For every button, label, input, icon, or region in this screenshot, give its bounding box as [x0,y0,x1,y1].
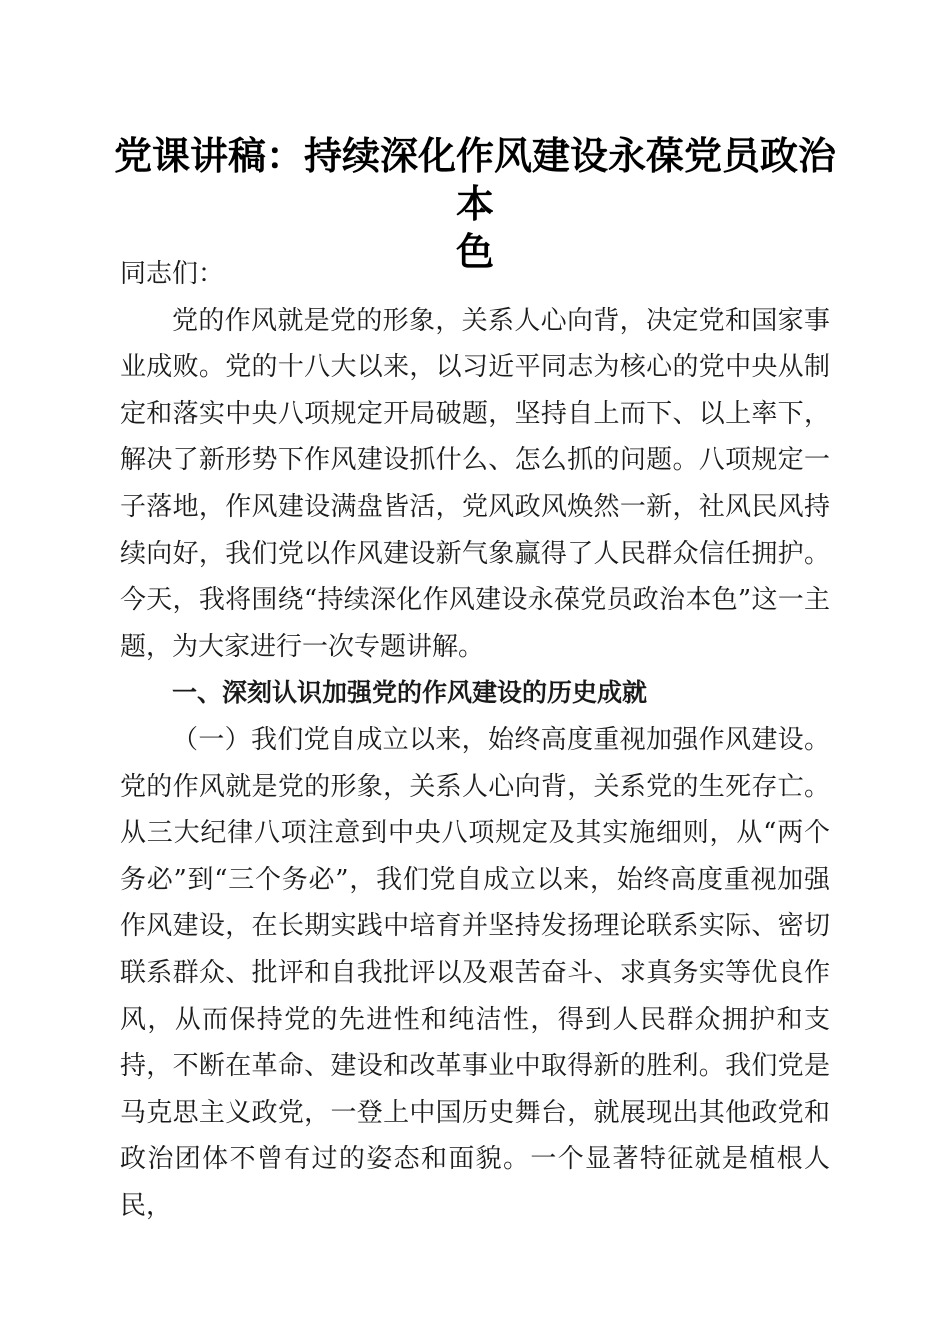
title-line-1: 党课讲稿：持续深化作风建设永葆党员政治本 [113,133,836,226]
section-heading: 一、深刻认识加强党的作风建设的历史成就 [172,678,648,708]
section-paragraph: （一）我们党自成立以来，始终高度重视加强作风建设。党的作风就是党的形象，关系人心向背，关系党的生死存亡。从三大纪律八项注意到中央八项规定及其实施细则，从“两个务必”到“三个务必”，我们党自成立以来，始终高度重视加强作风建设，在长期实践中培育并坚持发扬理论联系实际、密切联系群众、批评和自我批评以及艰苦奋斗、求真务实等优良作风，从而保持党的先进性和纯洁性，得到人民群众拥护和支持，不断在革命、建设和改革事业中取得新的胜利。我们党是马克思主义政党，一登上中国历史舞台，就展现出其他政党和政治团体不曾有过的姿态和面貌。一个显著特征就是植根人民， [120,724,830,1221]
document-body [120,251,830,1229]
salutation: 同志们： [120,259,225,289]
intro-paragraph: 党的作风就是党的形象，关系人心向背，决定党和国家事业成败。党的十八大以来，以习近平同志为核心的党中央从制定和落实中央八项规定开局破题，坚持自上而下、以上率下，解决了新形势下作风建设抓什么、怎么抓的问题。八项规定一子落地，作风建设满盘皆活，党风政风焕然一新，社风民风持续向好，我们党以作风建设新气象赢得了人民群众信任拥护。今天，我将围绕“持续深化作风建设永葆党员政治本色”这一主题，为大家进行一次专题讲解。 [120,305,830,662]
title-line-2: 色 [455,229,494,274]
